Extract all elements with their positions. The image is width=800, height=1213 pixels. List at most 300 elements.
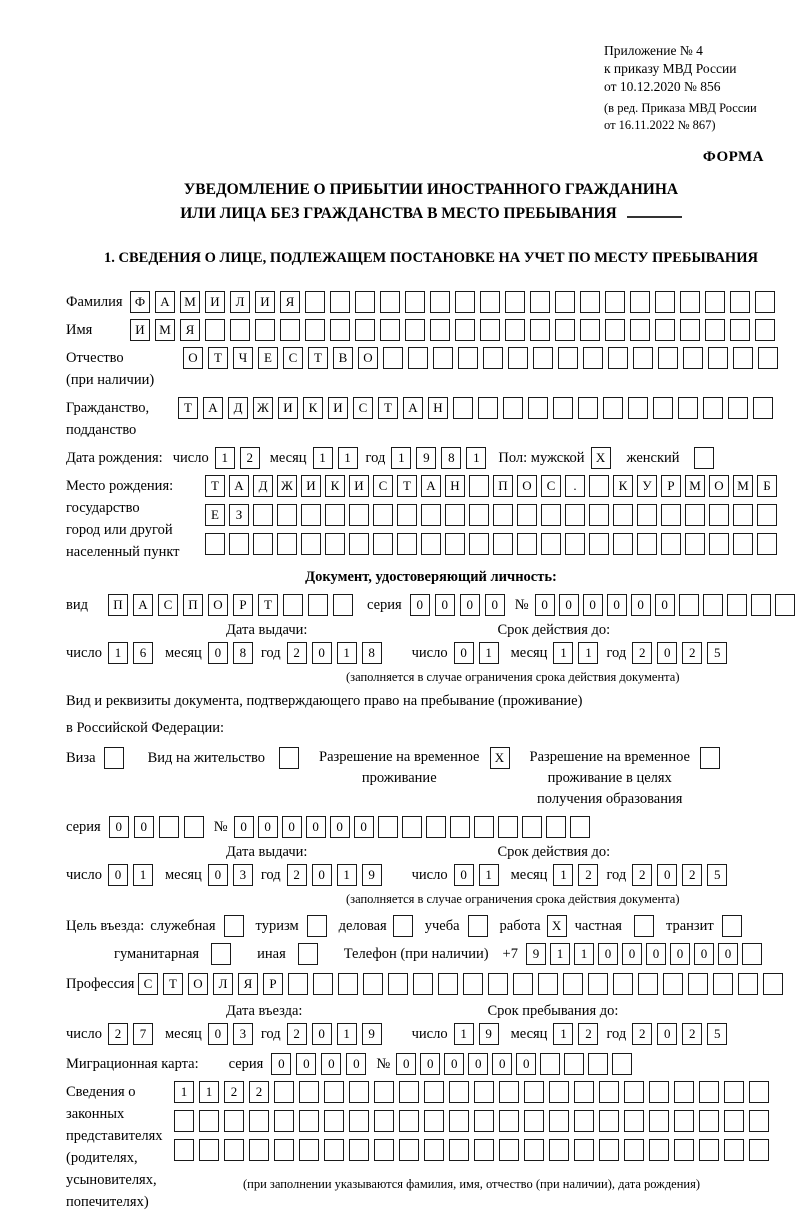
char-cell[interactable] xyxy=(184,816,204,838)
char-cell[interactable] xyxy=(255,319,275,341)
char-cell[interactable] xyxy=(349,1110,369,1132)
char-cell[interactable]: 9 xyxy=(479,1023,499,1045)
char-cell[interactable] xyxy=(505,291,525,313)
char-cell[interactable]: 2 xyxy=(108,1023,128,1045)
char-cell[interactable] xyxy=(513,973,533,995)
char-cell[interactable] xyxy=(453,397,473,419)
char-cell[interactable] xyxy=(624,1110,644,1132)
char-cell[interactable]: 1 xyxy=(391,447,411,469)
char-cell[interactable]: 0 xyxy=(485,594,505,616)
checkbox-official[interactable] xyxy=(224,915,244,937)
char-cell[interactable]: 0 xyxy=(354,816,374,838)
char-cell[interactable]: 0 xyxy=(296,1053,316,1075)
char-cell[interactable] xyxy=(330,291,350,313)
char-cell[interactable]: Т xyxy=(378,397,398,419)
char-cell[interactable] xyxy=(727,594,747,616)
char-cell[interactable] xyxy=(383,347,403,369)
char-cell[interactable]: М xyxy=(180,291,200,313)
char-cell[interactable]: 9 xyxy=(416,447,436,469)
char-cell[interactable]: И xyxy=(301,475,321,497)
char-cell[interactable] xyxy=(580,291,600,313)
char-cell[interactable] xyxy=(224,1110,244,1132)
char-cell[interactable]: 0 xyxy=(444,1053,464,1075)
char-cell[interactable] xyxy=(574,1139,594,1161)
char-cell[interactable] xyxy=(280,319,300,341)
char-cell[interactable]: 1 xyxy=(466,447,486,469)
checkbox-tourism[interactable] xyxy=(307,915,327,937)
char-cell[interactable]: Т xyxy=(308,347,328,369)
char-cell[interactable]: 0 xyxy=(420,1053,440,1075)
char-cell[interactable]: 5 xyxy=(707,642,727,664)
char-cell[interactable] xyxy=(199,1110,219,1132)
checkbox-edu-permit[interactable] xyxy=(700,747,720,769)
char-cell[interactable]: 1 xyxy=(215,447,235,469)
char-cell[interactable]: 1 xyxy=(553,1023,573,1045)
char-cell[interactable]: П xyxy=(183,594,203,616)
char-cell[interactable]: П xyxy=(493,475,513,497)
char-cell[interactable] xyxy=(555,319,575,341)
char-cell[interactable]: 0 xyxy=(312,864,332,886)
checkbox-female[interactable] xyxy=(694,447,714,469)
char-cell[interactable]: К xyxy=(303,397,323,419)
char-cell[interactable]: 2 xyxy=(632,642,652,664)
char-cell[interactable]: И xyxy=(205,291,225,313)
char-cell[interactable] xyxy=(349,533,369,555)
char-cell[interactable] xyxy=(555,291,575,313)
char-cell[interactable]: 0 xyxy=(694,943,714,965)
char-cell[interactable]: 1 xyxy=(337,1023,357,1045)
char-cell[interactable] xyxy=(449,1139,469,1161)
char-cell[interactable] xyxy=(374,1110,394,1132)
char-cell[interactable]: Л xyxy=(230,291,250,313)
char-cell[interactable] xyxy=(333,594,353,616)
char-cell[interactable] xyxy=(450,816,470,838)
char-cell[interactable]: 1 xyxy=(479,864,499,886)
char-cell[interactable]: Т xyxy=(208,347,228,369)
char-cell[interactable]: 0 xyxy=(312,1023,332,1045)
char-cell[interactable] xyxy=(478,397,498,419)
char-cell[interactable] xyxy=(283,594,303,616)
checkbox-other[interactable] xyxy=(298,943,318,965)
char-cell[interactable] xyxy=(699,1110,719,1132)
char-cell[interactable] xyxy=(388,973,408,995)
char-cell[interactable] xyxy=(546,816,566,838)
char-cell[interactable] xyxy=(426,816,446,838)
char-cell[interactable] xyxy=(325,533,345,555)
char-cell[interactable]: Л xyxy=(213,973,233,995)
char-cell[interactable] xyxy=(570,816,590,838)
char-cell[interactable] xyxy=(230,319,250,341)
checkbox-study[interactable] xyxy=(468,915,488,937)
char-cell[interactable] xyxy=(724,1110,744,1132)
char-cell[interactable] xyxy=(709,533,729,555)
char-cell[interactable] xyxy=(580,319,600,341)
char-cell[interactable] xyxy=(524,1139,544,1161)
char-cell[interactable] xyxy=(605,291,625,313)
char-cell[interactable] xyxy=(538,973,558,995)
char-cell[interactable]: 0 xyxy=(468,1053,488,1075)
char-cell[interactable]: 0 xyxy=(631,594,651,616)
char-cell[interactable]: М xyxy=(733,475,753,497)
char-cell[interactable]: 0 xyxy=(535,594,555,616)
char-cell[interactable] xyxy=(474,1110,494,1132)
char-cell[interactable] xyxy=(753,397,773,419)
char-cell[interactable] xyxy=(253,533,273,555)
char-cell[interactable] xyxy=(588,973,608,995)
char-cell[interactable] xyxy=(637,533,657,555)
char-cell[interactable] xyxy=(653,397,673,419)
char-cell[interactable]: 8 xyxy=(441,447,461,469)
char-cell[interactable] xyxy=(397,533,417,555)
char-cell[interactable]: 1 xyxy=(553,642,573,664)
char-cell[interactable] xyxy=(493,504,513,526)
char-cell[interactable] xyxy=(299,1081,319,1103)
char-cell[interactable] xyxy=(324,1139,344,1161)
char-cell[interactable]: 9 xyxy=(526,943,546,965)
char-cell[interactable]: 0 xyxy=(718,943,738,965)
char-cell[interactable]: А xyxy=(229,475,249,497)
char-cell[interactable] xyxy=(733,347,753,369)
char-cell[interactable] xyxy=(674,1139,694,1161)
char-cell[interactable]: С xyxy=(158,594,178,616)
char-cell[interactable]: 1 xyxy=(313,447,333,469)
char-cell[interactable]: 0 xyxy=(657,864,677,886)
char-cell[interactable] xyxy=(574,1081,594,1103)
char-cell[interactable] xyxy=(733,533,753,555)
char-cell[interactable] xyxy=(553,397,573,419)
char-cell[interactable]: 2 xyxy=(632,864,652,886)
char-cell[interactable] xyxy=(324,1081,344,1103)
char-cell[interactable]: В xyxy=(333,347,353,369)
char-cell[interactable]: И xyxy=(130,319,150,341)
char-cell[interactable]: 1 xyxy=(578,642,598,664)
char-cell[interactable] xyxy=(458,347,478,369)
char-cell[interactable] xyxy=(421,504,441,526)
char-cell[interactable] xyxy=(755,291,775,313)
char-cell[interactable] xyxy=(373,504,393,526)
char-cell[interactable]: 2 xyxy=(249,1081,269,1103)
char-cell[interactable] xyxy=(249,1139,269,1161)
char-cell[interactable] xyxy=(530,291,550,313)
checkbox-work[interactable]: X xyxy=(547,915,567,937)
char-cell[interactable] xyxy=(663,973,683,995)
char-cell[interactable]: Ф xyxy=(130,291,150,313)
char-cell[interactable]: С xyxy=(138,973,158,995)
char-cell[interactable]: С xyxy=(353,397,373,419)
char-cell[interactable]: 0 xyxy=(234,816,254,838)
char-cell[interactable] xyxy=(613,533,633,555)
char-cell[interactable]: 2 xyxy=(632,1023,652,1045)
char-cell[interactable] xyxy=(380,319,400,341)
char-cell[interactable] xyxy=(433,347,453,369)
char-cell[interactable] xyxy=(528,397,548,419)
char-cell[interactable]: 0 xyxy=(670,943,690,965)
char-cell[interactable]: К xyxy=(325,475,345,497)
char-cell[interactable] xyxy=(205,533,225,555)
char-cell[interactable]: 1 xyxy=(108,642,128,664)
char-cell[interactable]: З xyxy=(229,504,249,526)
char-cell[interactable]: 2 xyxy=(578,864,598,886)
char-cell[interactable]: 0 xyxy=(655,594,675,616)
char-cell[interactable] xyxy=(589,504,609,526)
char-cell[interactable]: 1 xyxy=(574,943,594,965)
char-cell[interactable] xyxy=(374,1139,394,1161)
char-cell[interactable]: 0 xyxy=(258,816,278,838)
char-cell[interactable] xyxy=(613,973,633,995)
char-cell[interactable]: С xyxy=(373,475,393,497)
char-cell[interactable] xyxy=(505,319,525,341)
char-cell[interactable]: 0 xyxy=(271,1053,291,1075)
char-cell[interactable] xyxy=(229,533,249,555)
char-cell[interactable]: 0 xyxy=(396,1053,416,1075)
char-cell[interactable]: . xyxy=(565,475,585,497)
char-cell[interactable] xyxy=(430,291,450,313)
char-cell[interactable] xyxy=(649,1110,669,1132)
char-cell[interactable]: 1 xyxy=(479,642,499,664)
char-cell[interactable] xyxy=(455,319,475,341)
char-cell[interactable]: 0 xyxy=(282,816,302,838)
checkbox-private[interactable] xyxy=(634,915,654,937)
char-cell[interactable]: Ч xyxy=(233,347,253,369)
char-cell[interactable]: 0 xyxy=(109,816,129,838)
char-cell[interactable] xyxy=(299,1139,319,1161)
char-cell[interactable]: 0 xyxy=(516,1053,536,1075)
char-cell[interactable] xyxy=(638,973,658,995)
char-cell[interactable] xyxy=(469,504,489,526)
char-cell[interactable] xyxy=(679,594,699,616)
char-cell[interactable]: Р xyxy=(263,973,283,995)
char-cell[interactable] xyxy=(661,533,681,555)
char-cell[interactable]: 2 xyxy=(682,1023,702,1045)
char-cell[interactable] xyxy=(205,319,225,341)
char-cell[interactable]: 2 xyxy=(682,642,702,664)
char-cell[interactable]: Н xyxy=(428,397,448,419)
char-cell[interactable] xyxy=(755,319,775,341)
char-cell[interactable] xyxy=(517,504,537,526)
char-cell[interactable]: 0 xyxy=(435,594,455,616)
char-cell[interactable] xyxy=(469,533,489,555)
char-cell[interactable] xyxy=(438,973,458,995)
char-cell[interactable] xyxy=(399,1139,419,1161)
char-cell[interactable]: А xyxy=(155,291,175,313)
char-cell[interactable] xyxy=(355,319,375,341)
char-cell[interactable] xyxy=(499,1110,519,1132)
char-cell[interactable]: М xyxy=(685,475,705,497)
char-cell[interactable]: О xyxy=(358,347,378,369)
char-cell[interactable] xyxy=(751,594,771,616)
char-cell[interactable] xyxy=(301,504,321,526)
char-cell[interactable] xyxy=(474,1081,494,1103)
char-cell[interactable]: 0 xyxy=(134,816,154,838)
char-cell[interactable] xyxy=(493,533,513,555)
char-cell[interactable] xyxy=(637,504,657,526)
char-cell[interactable]: О xyxy=(188,973,208,995)
char-cell[interactable] xyxy=(605,319,625,341)
char-cell[interactable] xyxy=(380,291,400,313)
char-cell[interactable] xyxy=(349,504,369,526)
char-cell[interactable]: 1 xyxy=(337,864,357,886)
char-cell[interactable]: Т xyxy=(205,475,225,497)
char-cell[interactable] xyxy=(565,504,585,526)
char-cell[interactable]: И xyxy=(278,397,298,419)
char-cell[interactable]: А xyxy=(133,594,153,616)
char-cell[interactable]: 3 xyxy=(233,864,253,886)
char-cell[interactable]: 0 xyxy=(646,943,666,965)
char-cell[interactable]: Р xyxy=(661,475,681,497)
char-cell[interactable] xyxy=(599,1081,619,1103)
char-cell[interactable]: Д xyxy=(228,397,248,419)
char-cell[interactable] xyxy=(683,347,703,369)
char-cell[interactable] xyxy=(530,319,550,341)
checkbox-male[interactable]: X xyxy=(591,447,611,469)
char-cell[interactable]: 2 xyxy=(578,1023,598,1045)
char-cell[interactable] xyxy=(708,347,728,369)
char-cell[interactable] xyxy=(578,397,598,419)
char-cell[interactable] xyxy=(524,1081,544,1103)
char-cell[interactable]: Я xyxy=(238,973,258,995)
char-cell[interactable] xyxy=(628,397,648,419)
char-cell[interactable]: Я xyxy=(280,291,300,313)
char-cell[interactable]: 1 xyxy=(553,864,573,886)
char-cell[interactable] xyxy=(705,291,725,313)
char-cell[interactable]: Д xyxy=(253,475,273,497)
char-cell[interactable]: О xyxy=(517,475,537,497)
char-cell[interactable] xyxy=(274,1139,294,1161)
char-cell[interactable]: 6 xyxy=(133,642,153,664)
char-cell[interactable]: 1 xyxy=(338,447,358,469)
char-cell[interactable]: 0 xyxy=(208,1023,228,1045)
char-cell[interactable] xyxy=(349,1139,369,1161)
char-cell[interactable] xyxy=(249,1110,269,1132)
char-cell[interactable]: 1 xyxy=(133,864,153,886)
char-cell[interactable] xyxy=(630,319,650,341)
char-cell[interactable]: Т xyxy=(397,475,417,497)
char-cell[interactable] xyxy=(488,973,508,995)
char-cell[interactable] xyxy=(408,347,428,369)
char-cell[interactable]: 3 xyxy=(233,1023,253,1045)
char-cell[interactable]: 0 xyxy=(306,816,326,838)
char-cell[interactable] xyxy=(274,1081,294,1103)
char-cell[interactable]: 0 xyxy=(410,594,430,616)
char-cell[interactable]: К xyxy=(613,475,633,497)
char-cell[interactable] xyxy=(730,319,750,341)
checkbox-humanitarian[interactable] xyxy=(211,943,231,965)
char-cell[interactable] xyxy=(709,504,729,526)
char-cell[interactable] xyxy=(449,1110,469,1132)
char-cell[interactable] xyxy=(549,1110,569,1132)
char-cell[interactable] xyxy=(661,504,681,526)
char-cell[interactable]: 0 xyxy=(607,594,627,616)
char-cell[interactable] xyxy=(159,816,179,838)
char-cell[interactable] xyxy=(649,1139,669,1161)
char-cell[interactable] xyxy=(680,319,700,341)
char-cell[interactable] xyxy=(728,397,748,419)
char-cell[interactable] xyxy=(508,347,528,369)
char-cell[interactable]: 8 xyxy=(233,642,253,664)
char-cell[interactable] xyxy=(469,475,489,497)
char-cell[interactable] xyxy=(703,397,723,419)
char-cell[interactable] xyxy=(724,1081,744,1103)
char-cell[interactable] xyxy=(549,1081,569,1103)
char-cell[interactable] xyxy=(674,1081,694,1103)
char-cell[interactable] xyxy=(499,1139,519,1161)
char-cell[interactable] xyxy=(199,1139,219,1161)
char-cell[interactable]: Ж xyxy=(277,475,297,497)
char-cell[interactable] xyxy=(624,1081,644,1103)
char-cell[interactable] xyxy=(324,1110,344,1132)
char-cell[interactable] xyxy=(757,504,777,526)
char-cell[interactable] xyxy=(363,973,383,995)
char-cell[interactable] xyxy=(399,1110,419,1132)
char-cell[interactable] xyxy=(589,475,609,497)
char-cell[interactable] xyxy=(758,347,778,369)
char-cell[interactable] xyxy=(445,533,465,555)
char-cell[interactable] xyxy=(455,291,475,313)
char-cell[interactable]: 2 xyxy=(287,1023,307,1045)
char-cell[interactable] xyxy=(563,973,583,995)
char-cell[interactable]: 0 xyxy=(312,642,332,664)
char-cell[interactable]: 0 xyxy=(583,594,603,616)
char-cell[interactable]: 0 xyxy=(657,1023,677,1045)
char-cell[interactable] xyxy=(564,1053,584,1075)
char-cell[interactable] xyxy=(480,319,500,341)
char-cell[interactable]: Е xyxy=(258,347,278,369)
char-cell[interactable] xyxy=(480,291,500,313)
char-cell[interactable] xyxy=(524,1110,544,1132)
char-cell[interactable]: С xyxy=(283,347,303,369)
char-cell[interactable]: Т xyxy=(178,397,198,419)
char-cell[interactable] xyxy=(685,504,705,526)
char-cell[interactable] xyxy=(589,533,609,555)
char-cell[interactable] xyxy=(624,1139,644,1161)
char-cell[interactable] xyxy=(405,291,425,313)
char-cell[interactable]: 0 xyxy=(208,642,228,664)
char-cell[interactable] xyxy=(174,1139,194,1161)
char-cell[interactable] xyxy=(399,1081,419,1103)
char-cell[interactable] xyxy=(503,397,523,419)
char-cell[interactable]: 8 xyxy=(362,642,382,664)
char-cell[interactable] xyxy=(413,973,433,995)
char-cell[interactable]: Ж xyxy=(253,397,273,419)
char-cell[interactable] xyxy=(499,1081,519,1103)
char-cell[interactable] xyxy=(649,1081,669,1103)
char-cell[interactable]: 2 xyxy=(287,642,307,664)
checkbox-transit[interactable] xyxy=(722,915,742,937)
char-cell[interactable] xyxy=(749,1110,769,1132)
char-cell[interactable]: 0 xyxy=(460,594,480,616)
char-cell[interactable] xyxy=(449,1081,469,1103)
char-cell[interactable] xyxy=(325,504,345,526)
char-cell[interactable]: А xyxy=(203,397,223,419)
char-cell[interactable]: Т xyxy=(163,973,183,995)
char-cell[interactable]: 1 xyxy=(550,943,570,965)
char-cell[interactable] xyxy=(421,533,441,555)
checkbox-business[interactable] xyxy=(393,915,413,937)
char-cell[interactable] xyxy=(313,973,333,995)
char-cell[interactable] xyxy=(599,1139,619,1161)
char-cell[interactable]: 2 xyxy=(224,1081,244,1103)
char-cell[interactable] xyxy=(630,291,650,313)
char-cell[interactable] xyxy=(699,1081,719,1103)
char-cell[interactable] xyxy=(775,594,795,616)
char-cell[interactable]: Я xyxy=(180,319,200,341)
char-cell[interactable] xyxy=(583,347,603,369)
char-cell[interactable] xyxy=(742,943,762,965)
char-cell[interactable] xyxy=(430,319,450,341)
char-cell[interactable]: 1 xyxy=(337,642,357,664)
char-cell[interactable] xyxy=(301,533,321,555)
char-cell[interactable] xyxy=(540,1053,560,1075)
